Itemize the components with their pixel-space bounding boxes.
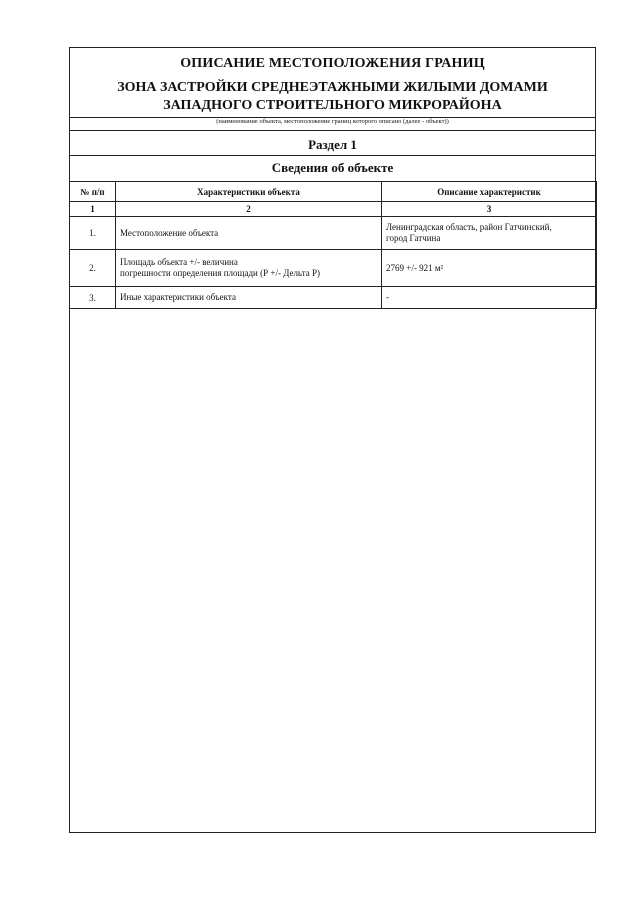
row-characteristic <box>116 287 382 309</box>
characteristic-text: погрешности определения площади (Р +/- Дельта Р) <box>120 268 320 278</box>
characteristic-text: Иные характеристики объекта <box>120 292 236 302</box>
characteristic-text: Площадь объекта +/- величина <box>120 257 238 267</box>
header-cell-number: № п/п <box>70 182 116 202</box>
column-number: 2 <box>116 202 382 217</box>
table-row <box>70 250 597 287</box>
title-block <box>70 48 595 117</box>
column-number: 1 <box>70 202 116 217</box>
table-row <box>70 217 597 250</box>
section-title: Раздел 1 <box>308 137 357 152</box>
section-subtitle: Сведения об объекте <box>271 160 394 175</box>
object-info-table <box>69 181 597 309</box>
description-text: Ленинградская область, район Гатчинский, <box>386 222 552 232</box>
document-frame <box>69 47 596 833</box>
row-characteristic <box>116 250 382 287</box>
column-number: 3 <box>382 202 597 217</box>
divider <box>70 130 595 131</box>
object-caption: (наименование объекта, местоположение границ которого описано (далее - объект)) <box>216 118 449 125</box>
table-row <box>70 287 597 309</box>
header-cell-characteristic: Характеристики объекта <box>116 182 382 202</box>
object-name-line-2: ЗАПАДНОГО СТРОИТЕЛЬНОГО МИКРОРАЙОНА <box>163 98 502 113</box>
description-text: город Гатчина <box>386 233 441 243</box>
row-number: 1. <box>70 217 116 250</box>
header-cell-description: Описание характеристик <box>382 182 597 202</box>
column-number-row <box>70 202 597 217</box>
object-name-line-1: ЗОНА ЗАСТРОЙКИ СРЕДНЕЭТАЖНЫМИ ЖИЛЫМИ ДОМАМИ <box>117 80 548 95</box>
document-title: ОПИСАНИЕ МЕСТОПОЛОЖЕНИЯ ГРАНИЦ <box>180 56 485 71</box>
row-description <box>382 250 597 287</box>
row-description <box>382 217 597 250</box>
description-text: 2769 +/- 921 м² <box>386 262 444 273</box>
divider <box>70 155 595 156</box>
row-description <box>382 287 597 309</box>
row-number: 3. <box>70 287 116 309</box>
table-header-row <box>70 182 597 202</box>
characteristic-text: Местоположение объекта <box>120 227 219 238</box>
description-text: - <box>386 292 389 302</box>
row-number: 2. <box>70 250 116 287</box>
row-characteristic <box>116 217 382 250</box>
